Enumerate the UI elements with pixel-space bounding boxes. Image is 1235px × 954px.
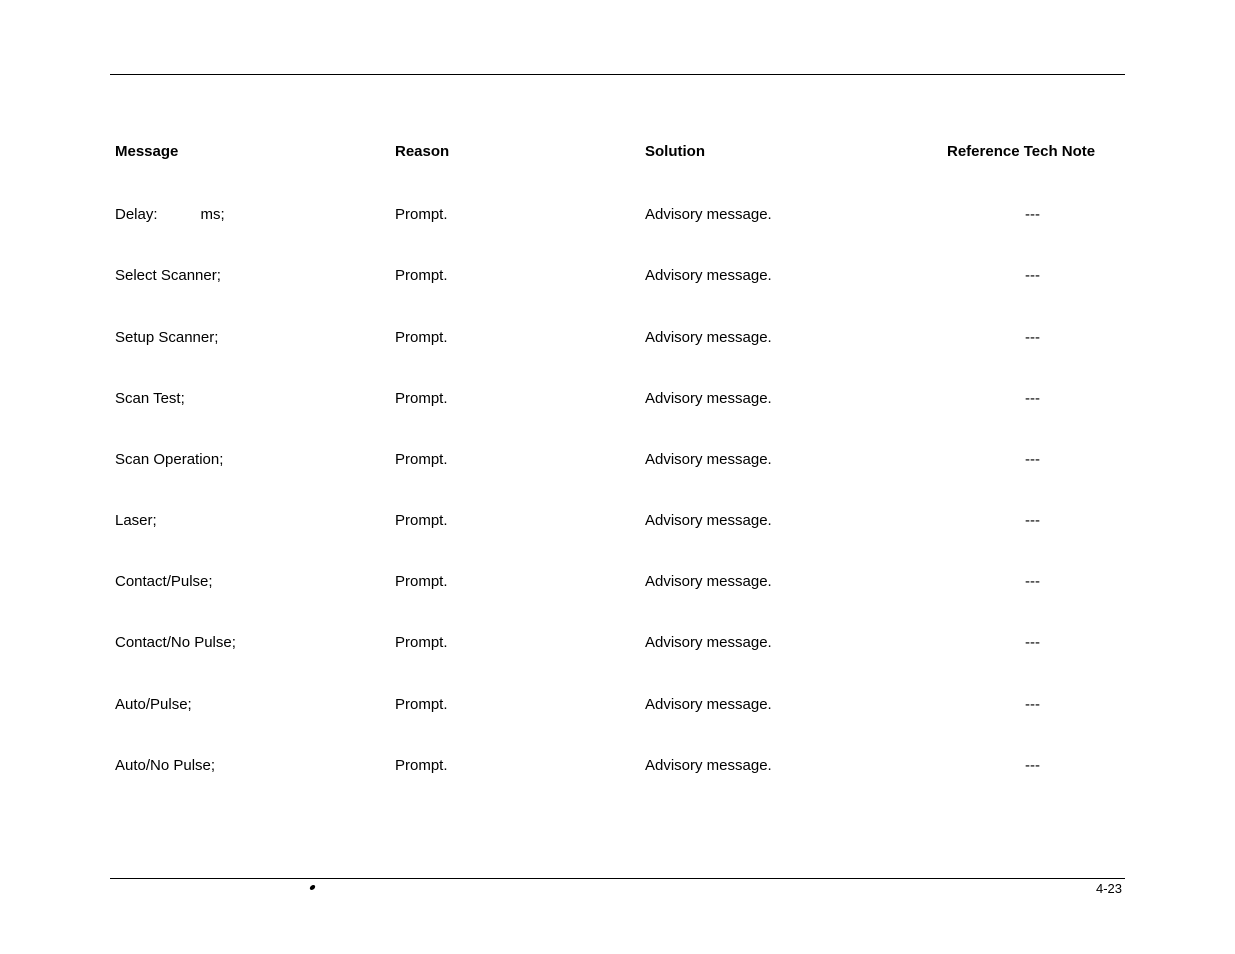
table-row-solution: Advisory message. xyxy=(645,696,772,713)
table-row-reason: Prompt. xyxy=(395,451,448,468)
table-row-message: Auto/No Pulse; xyxy=(115,757,216,774)
table-row-message: Auto/Pulse; xyxy=(115,696,192,713)
page-number: 4-23 xyxy=(1095,881,1122,896)
column-header-message: Message xyxy=(115,143,179,160)
table-row-message: Laser; xyxy=(115,512,157,529)
table-row-solution: Advisory message. xyxy=(645,267,772,284)
table-row-reference: --- xyxy=(1025,451,1040,468)
table-row-message xyxy=(115,206,225,224)
message-text: Delay: xyxy=(115,206,158,223)
table-row-reason: Prompt. xyxy=(395,267,448,284)
table-row-message: Select Scanner; xyxy=(115,267,221,284)
table-row-reason: Prompt. xyxy=(395,757,448,774)
table-row-reason: Prompt. xyxy=(395,696,448,713)
table-row-solution: Advisory message. xyxy=(645,634,772,651)
table-row-reference: --- xyxy=(1025,512,1040,529)
column-header-reference: Reference Tech Note xyxy=(947,143,1096,160)
table-row-message: Setup Scanner; xyxy=(115,329,219,346)
message-suffix: ms; xyxy=(200,206,225,223)
column-header-reason: Reason xyxy=(395,143,450,160)
column-header-solution: Solution xyxy=(645,143,705,160)
table-row-reference: --- xyxy=(1025,634,1040,651)
table-row-reference: --- xyxy=(1025,329,1040,346)
table-row-message: Scan Test; xyxy=(115,390,185,407)
table-row-message: Contact/No Pulse; xyxy=(115,634,236,651)
table-row-message: Scan Operation; xyxy=(115,451,224,468)
table-row-reference: --- xyxy=(1025,390,1040,407)
table-row-reference: --- xyxy=(1025,206,1040,223)
table-row-reference: --- xyxy=(1025,757,1040,774)
table-row-reason: Prompt. xyxy=(395,634,448,651)
table-row-reason: Prompt. xyxy=(395,206,448,223)
table-row-solution: Advisory message. xyxy=(645,451,772,468)
footer-rule xyxy=(110,878,1125,879)
table-row-reason: Prompt. xyxy=(395,329,448,346)
table-row-message: Contact/Pulse; xyxy=(115,573,213,590)
table-row-solution: Advisory message. xyxy=(645,390,772,407)
table-row-solution: Advisory message. xyxy=(645,512,772,529)
footer-bullet-mark xyxy=(309,885,316,890)
table-row-reference: --- xyxy=(1025,267,1040,284)
table-row-reason: Prompt. xyxy=(395,390,448,407)
table-row-solution: Advisory message. xyxy=(645,206,772,223)
table-row-reason: Prompt. xyxy=(395,573,448,590)
table-row-solution: Advisory message. xyxy=(645,573,772,590)
table-row-solution: Advisory message. xyxy=(645,329,772,346)
table-row-reference: --- xyxy=(1025,696,1040,713)
header-rule xyxy=(110,74,1125,75)
table-row-reference: --- xyxy=(1025,573,1040,590)
table-row-reason: Prompt. xyxy=(395,512,448,529)
table-row-solution: Advisory message. xyxy=(645,757,772,774)
